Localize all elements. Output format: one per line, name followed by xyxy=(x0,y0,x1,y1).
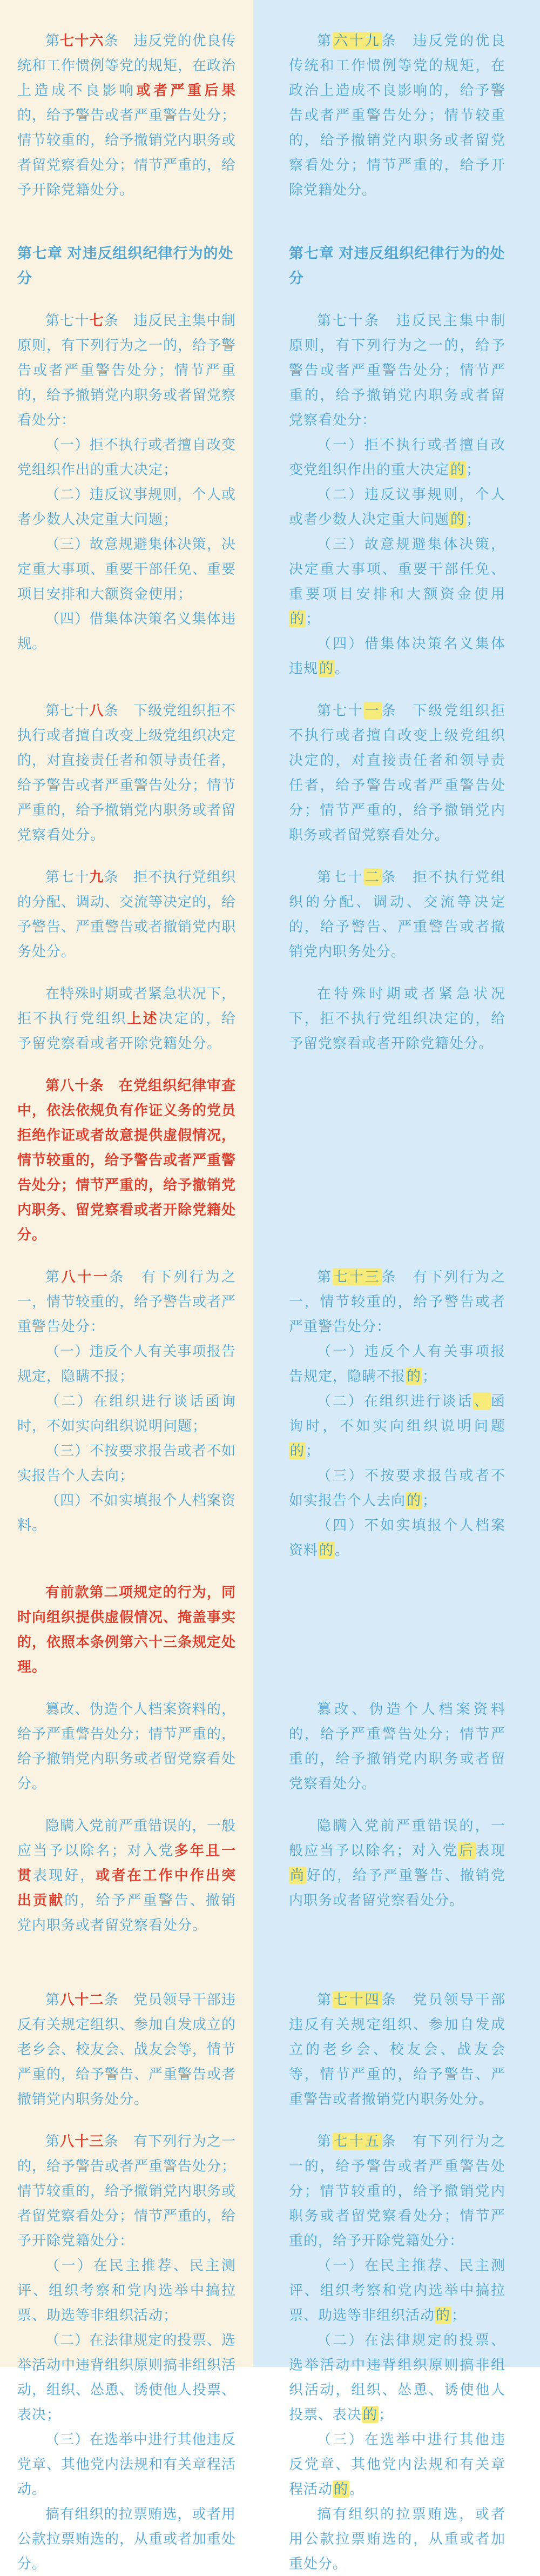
article-paragraph xyxy=(17,1488,236,1538)
body-text: （一）在民主推荐、民主测评、组织考察和党内选举中搞拉票、助选等非组织活动 xyxy=(289,2257,505,2323)
revision-added-text: 八十三 xyxy=(60,2133,104,2149)
body-text: 第 xyxy=(317,1991,333,2008)
article-paragraph xyxy=(17,2253,236,2327)
body-text: 第七十 xyxy=(317,869,364,885)
article-paragraph xyxy=(289,2129,505,2253)
body-text: 好的，给予严重警告、撤销党内职务或者留党察看处分。 xyxy=(289,1867,505,1908)
body-text: （三）在选举中进行其他违反党章、其他党内法规和有关章程活动。 xyxy=(17,2431,237,2497)
row-6-right xyxy=(253,1073,540,1247)
body-text: 条 违反党的优良传统和工作惯例等党的规矩，在政治上造成不良影响的，给予警告或者严重警告处分；情节较重的，给予撤销党内职务或者留党察看处分；情节严重的，给予开除党籍处分。 xyxy=(289,32,505,198)
body-text: （一）拒不执行或者擅自改变党组织作出的重大决定 xyxy=(289,437,505,478)
row-5-right xyxy=(253,981,540,1056)
body-text: 条 拒不执行党组织的分配、调动、交流等决定的，给予警告、严重警告或者撤销党内职务处分。 xyxy=(17,869,237,960)
chapter-title xyxy=(289,241,505,291)
row-5-left xyxy=(0,981,253,1056)
body-text: ； xyxy=(306,611,321,627)
body-text: （二）在法律规定的投票、选举活动中违背组织原则搞非组织活动，组织、怂恿、诱使他人投票、表决 xyxy=(289,2332,505,2423)
body-text: 在特殊时期或者紧急状况下，拒不执行党组织 xyxy=(17,985,236,1027)
revision-added-text: 八十二 xyxy=(60,1991,104,2008)
body-text: 第七十条 违反民主集中制原则，有下列行为之一的，给予警告或者严重警告处分；情节严重的，给予撤销党内职务或者留党察看处分： xyxy=(289,312,505,428)
article-paragraph xyxy=(289,631,505,681)
body-text: ； xyxy=(379,2406,394,2423)
article-paragraph xyxy=(17,1580,236,1679)
article-paragraph xyxy=(289,432,505,482)
article-paragraph xyxy=(17,308,236,432)
revision-removed-highlight: 七十三 xyxy=(333,1269,381,1285)
body-text: （三）不按要求报告或者不如实报告个人去向 xyxy=(289,1467,505,1508)
article-paragraph xyxy=(289,1696,505,1796)
body-text: 条 党员领导干部违反有关规定组织、参加自发成立的老乡会、校友会、战友会等，情节严重的，给予警告、严重警告或者撤销党内职务处分。 xyxy=(289,1991,505,2107)
row-10-right xyxy=(253,1813,540,1937)
revision-added-text: 八十一 xyxy=(61,1269,110,1285)
body-text: 隐瞒入党前严重错误的，一般应当予以除名；对入党 xyxy=(289,1817,505,1859)
article-paragraph xyxy=(17,1264,236,1339)
chapter-heading-cell-right xyxy=(253,219,540,291)
article-paragraph xyxy=(289,1513,505,1562)
body-text: 第七十 xyxy=(45,312,90,328)
revision-removed-highlight: 后 xyxy=(459,1842,475,1859)
row-7-right xyxy=(253,1264,540,1562)
body-text: （二）在法律规定的投票、选举活动中违背组织原则搞非组织活动，组织、怂恿、诱使他人投票、表决； xyxy=(17,2332,237,2423)
body-text: 第 xyxy=(317,1269,333,1285)
row-2-left xyxy=(0,308,253,681)
article-paragraph xyxy=(289,1388,505,1463)
article-paragraph xyxy=(289,2253,505,2327)
row-12-left xyxy=(0,2129,253,2576)
revision-removed-highlight: 的 xyxy=(290,1443,305,1459)
body-text: 第 xyxy=(317,2133,333,2149)
body-text: 条 下级党组织拒不执行或者擅自改变上级党组织决定的，对直接责任者和领导责任者，给予警告或者严重警告处分；情节严重的，给予撤销党内职务或者留党察看处分。 xyxy=(17,702,237,843)
body-text: ； xyxy=(466,511,481,527)
revision-removed-highlight: 的 xyxy=(436,2307,451,2323)
chapter-heading-cell-left xyxy=(0,219,253,291)
revision-removed-highlight: 的 xyxy=(407,1492,422,1508)
article-paragraph xyxy=(289,2327,505,2427)
row-8-left xyxy=(0,1580,253,1679)
body-text: 条 有下列行为之一，情节较重的，给予警告或者严重警告处分： xyxy=(289,1269,505,1334)
row-9-left xyxy=(0,1696,253,1796)
body-text: ； xyxy=(422,1492,437,1508)
article-paragraph xyxy=(289,1813,505,1913)
article-paragraph xyxy=(289,1264,505,1339)
body-text: （三）不按要求报告或者不如实报告个人去向； xyxy=(17,1443,236,1484)
body-text: （二）违反议事规则，个人或者少数人决定重大问题； xyxy=(17,486,236,527)
article-paragraph xyxy=(289,28,505,202)
chapter-title xyxy=(17,241,236,291)
row-11-left xyxy=(0,1987,253,2111)
article-paragraph xyxy=(17,432,236,482)
article-paragraph xyxy=(17,1696,236,1796)
body-text: 条 违反党的优良传统和工作惯例等党的规矩，在政治上造成不良影响 xyxy=(17,32,237,98)
body-text: （四）借集体决策名义集体违规。 xyxy=(17,611,236,652)
body-text: 表现 xyxy=(475,1842,505,1859)
row-0-right xyxy=(253,28,540,202)
article-paragraph xyxy=(17,1388,236,1438)
article-paragraph xyxy=(289,698,505,847)
article-paragraph xyxy=(17,532,236,606)
row-3-right xyxy=(253,698,540,847)
article-paragraph xyxy=(289,1339,505,1388)
body-text: 第七十 xyxy=(45,869,90,885)
article-paragraph xyxy=(17,28,236,202)
article-paragraph xyxy=(289,308,505,432)
body-text: （二）违反议事规则，个人或者少数人决定重大问题 xyxy=(289,486,505,527)
article-paragraph xyxy=(289,532,505,631)
article-paragraph xyxy=(17,1073,236,1247)
revision-removed-highlight: 一 xyxy=(364,702,381,719)
revision-added-text: 七 xyxy=(89,312,104,328)
body-text: 。 xyxy=(335,1542,350,1558)
article-paragraph xyxy=(17,864,236,964)
body-text: 条 有下列行为之一的，给予警告或者严重警告处分；情节较重的，给予撤销党内职务或者留党察看处分；情节严重的，给予开除党籍处分： xyxy=(17,2133,237,2249)
article-paragraph xyxy=(17,1813,236,1937)
body-text: 搞有组织的拉票贿选，或者用公款拉票贿选的，从重或者加重处分。 xyxy=(289,2506,505,2572)
body-text: 篡改、伪造个人档案资料的，给予严重警告处分；情节严重的，给予撤销党内职务或者留党察看处分。 xyxy=(17,1701,237,1792)
row-2-right xyxy=(253,308,540,681)
article-paragraph xyxy=(289,864,505,964)
article-paragraph xyxy=(289,1987,505,2111)
body-text: ； xyxy=(466,461,481,478)
revision-removed-highlight: 的 xyxy=(407,1368,422,1384)
body-text: 的，给予警告或者严重警告处分；情节较重的，给予撤销党内职务或者留党察看处分；情节严重的，给予开除党籍处分。 xyxy=(17,107,237,198)
body-text: 条 有下列行为之一的，给予警告或者严重警告处分；情节较重的，给予撤销党内职务或者留党察看处分；情节严重的，给予开除党籍处分： xyxy=(289,2133,505,2249)
revision-removed-highlight: 、 xyxy=(474,1393,490,1409)
article-paragraph xyxy=(289,2501,505,2576)
article-paragraph xyxy=(17,2501,236,2576)
body-text: 第 xyxy=(317,32,333,49)
revision-removed-highlight: 的 xyxy=(450,511,465,527)
body-text: 条 下级党组织拒不执行或者擅自改变上级党组织决定的，对直接责任者和领导责任者，给予警告或者严重警告处分；情节严重的，给予撤销党内职务或者留党察看处分。 xyxy=(289,702,505,843)
revision-added-text: 多年且一贯 xyxy=(17,1842,236,1883)
revision-removed-highlight: 的 xyxy=(334,2481,349,2497)
body-text: 。 xyxy=(335,660,350,676)
body-text: 第七十 xyxy=(317,702,364,719)
body-text: （一）违反个人有关事项报告规定，隐瞒不报 xyxy=(289,1343,505,1384)
revision-removed-highlight: 尚 xyxy=(290,1867,306,1883)
revision-removed-highlight: 七十四 xyxy=(333,1991,381,2008)
body-text: （四）借集体决策名义集体违规 xyxy=(289,635,505,676)
article-paragraph xyxy=(17,606,236,656)
body-text: 表现好， xyxy=(33,1867,96,1883)
revision-removed-highlight: 六十九 xyxy=(333,32,381,49)
revision-added-text: 有前款第二项规定的行为，同时向组织提供虚假情况、掩盖事实的，依照本条例第六十三条规定处理。 xyxy=(17,1584,237,1675)
body-text: 第 xyxy=(45,1991,60,2008)
revision-removed-highlight: 的 xyxy=(450,461,465,478)
body-text: （一）拒不执行或者擅自改变党组织作出的重大决定； xyxy=(17,437,236,478)
body-text: （一）在民主推荐、民主测评、组织考察和党内选举中搞拉票、助选等非组织活动； xyxy=(17,2257,236,2323)
body-text: 条 违反民主集中制原则，有下列行为之一的，给予警告或者严重警告处分；情节严重的，给予撤销党内职务或者留党察看处分： xyxy=(17,312,237,428)
body-text: 隐瞒入党前严重错误的，一般应当予以除名；对入党 xyxy=(17,1817,236,1859)
revision-removed-highlight: 的 xyxy=(290,611,305,627)
revision-added-text: 或者在工作中作出突出贡献 xyxy=(17,1867,236,1908)
revision-added-text: 第八十条 在党组织纪律审查中，依法依规负有作证义务的党员拒绝作证或者故意提供虚假情况，情节较重的，给予警告或者严重警告处分；情节严重的，给予撤销党内职务、留党察看或者开除党籍处分。 xyxy=(17,1077,237,1243)
revision-removed-highlight: 七十五 xyxy=(333,2133,381,2149)
body-text: 第 xyxy=(45,1269,62,1285)
body-text: （一）违反个人有关事项报告规定，隐瞒不报； xyxy=(17,1343,236,1384)
row-7-left xyxy=(0,1264,253,1562)
article-paragraph xyxy=(17,1339,236,1388)
article-paragraph xyxy=(17,1987,236,2111)
body-text: （三）在选举中进行其他违反党章、其他党内法规和有关章程活动 xyxy=(289,2431,505,2497)
body-text: ； xyxy=(306,1443,321,1459)
body-text: 条 拒不执行党组织的分配、调动、交流等决定的，给予警告、严重警告或者撤销党内职务处分。 xyxy=(289,869,505,960)
body-text: （三）故意规避集体决策，决定重大事项、重要干部任免、重要项目安排和大额资金使用 xyxy=(289,536,505,602)
body-text: 条 党员领导干部违反有关规定组织、参加自发成立的老乡会、校友会、战友会等，情节严重的，给予警告、严重警告或者撤销党内职务处分。 xyxy=(17,1991,237,2107)
article-paragraph xyxy=(17,2427,236,2501)
article-paragraph xyxy=(289,1463,505,1513)
article-paragraph xyxy=(17,482,236,532)
body-text: 第七章 对违反组织纪律行为的处分 xyxy=(289,245,505,286)
body-text: （三）故意规避集体决策，决定重大事项、重要干部任免、重要项目安排和大额资金使用； xyxy=(17,536,237,602)
article-paragraph xyxy=(289,482,505,532)
revision-removed-highlight: 的 xyxy=(319,1542,334,1558)
body-text: 在特殊时期或者紧急状况下，拒不执行党组织决定的，给予留党察看或者开除党籍处分。 xyxy=(289,985,505,1051)
article-paragraph xyxy=(17,981,236,1056)
body-text: 函询时，不如实向组织说明问题 xyxy=(289,1393,505,1434)
article-paragraph xyxy=(17,698,236,847)
body-text: 第七十 xyxy=(45,702,90,719)
body-text: 搞有组织的拉票贿选，或者用公款拉票贿选的，从重或者加重处分。 xyxy=(17,2506,237,2572)
body-text: ； xyxy=(451,2307,467,2323)
revision-added-text: 上述 xyxy=(127,1010,159,1027)
article-paragraph xyxy=(17,2129,236,2253)
revision-added-text: 九 xyxy=(89,869,104,885)
row-3-left xyxy=(0,698,253,847)
revision-added-text: 八 xyxy=(89,702,104,719)
revision-removed-highlight: 二 xyxy=(364,869,381,885)
row-8-right xyxy=(253,1580,540,1679)
body-text: 决定的，给予留党察看或者开除党籍处分。 xyxy=(17,1010,236,1051)
article-paragraph xyxy=(289,981,505,1056)
body-text: （二）在组织进行谈话 xyxy=(317,1393,474,1409)
body-text: （四）不如实填报个人档案资料 xyxy=(289,1517,505,1558)
revision-removed-highlight: 的 xyxy=(319,660,334,676)
row-4-left xyxy=(0,864,253,964)
revision-added-text: 七十六 xyxy=(60,32,104,49)
body-text: （二）在组织进行谈话函询时，不如实向组织说明问题； xyxy=(17,1393,236,1434)
revision-added-text: 或者严重后果 xyxy=(136,82,236,98)
article-paragraph xyxy=(289,2427,505,2501)
row-4-right xyxy=(253,864,540,964)
body-text: （四）不如实填报个人档案资料。 xyxy=(17,1492,236,1533)
row-9-right xyxy=(253,1696,540,1796)
body-text: ； xyxy=(422,1368,437,1384)
body-text: 第七章 对违反组织纪律行为的处分 xyxy=(17,245,234,286)
article-paragraph xyxy=(17,1438,236,1488)
body-text: 条 有下列行为之一，情节较重的，给予警告或者严重警告处分： xyxy=(17,1269,237,1334)
body-text: 第 xyxy=(45,2133,60,2149)
body-text: 的，给予严重警告、撤销党内职务或者留党察看处分。 xyxy=(17,1892,236,1933)
row-12-right xyxy=(253,2129,540,2576)
body-text: 篡改、伪造个人档案资料的，给予严重警告处分；情节严重的，给予撤销党内职务或者留党察看处分。 xyxy=(289,1701,505,1792)
body-text: 。 xyxy=(349,2481,364,2497)
row-6-left xyxy=(0,1073,253,1247)
revision-removed-highlight: 的 xyxy=(363,2406,378,2423)
article-paragraph xyxy=(17,2327,236,2427)
row-0-left xyxy=(0,28,253,202)
row-11-right xyxy=(253,1987,540,2111)
body-text: 第 xyxy=(45,32,60,49)
row-10-left xyxy=(0,1813,253,1937)
